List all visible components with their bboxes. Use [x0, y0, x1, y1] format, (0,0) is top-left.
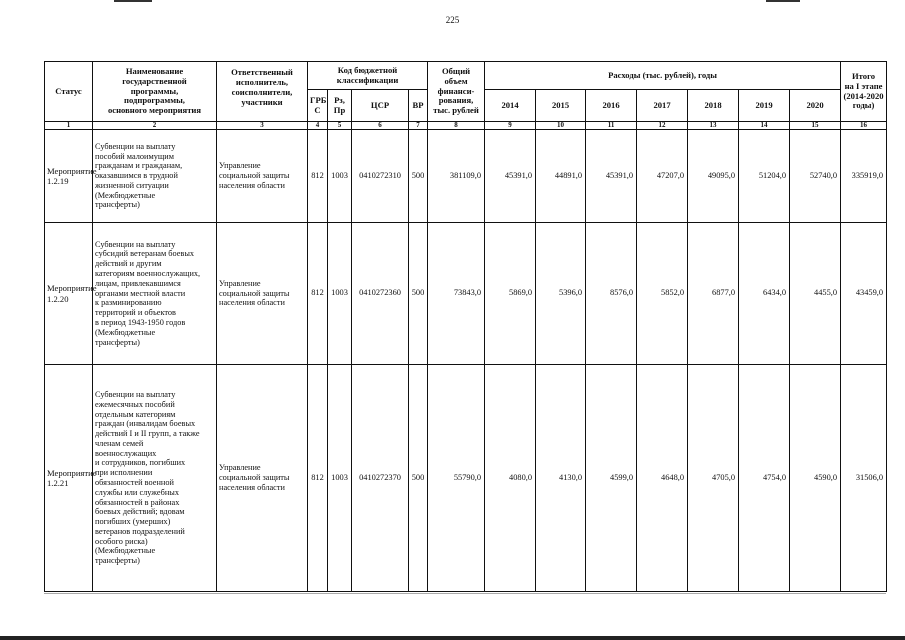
page-number: 225: [445, 15, 460, 25]
scan-bottom-edge: [0, 636, 905, 640]
header-executor: Ответственный исполнитель, соисполнители, участники: [217, 62, 308, 122]
table-bottom-line: [44, 593, 886, 594]
row-year-value: 44891,0: [536, 130, 586, 223]
row-itogo: 43459,0: [841, 223, 887, 365]
header-status: Статус: [45, 62, 93, 122]
row-year-value: 4754,0: [739, 365, 790, 592]
header-vr: ВР: [409, 90, 428, 122]
row-status: Мероприятие 1.2.21: [45, 365, 93, 592]
row-year-value: 52740,0: [790, 130, 841, 223]
column-number: 11: [586, 122, 637, 130]
row-year-value: 45391,0: [485, 130, 536, 223]
row-year-value: 4590,0: [790, 365, 841, 592]
row-executor: Управление социальной защиты населения области: [217, 223, 308, 365]
row-name: Субвенции на выплату пособий малоимущим гражданам и гражданам, оказавшимся в трудной жизненной ситуации (Межбюджетные трансферты): [93, 130, 217, 223]
row-year-value: 8576,0: [586, 223, 637, 365]
column-number: 16: [841, 122, 887, 130]
row-year-value: 4130,0: [536, 365, 586, 592]
column-number-row: [45, 122, 887, 130]
row-vr: 500: [409, 223, 428, 365]
row-year-value: 5869,0: [485, 223, 536, 365]
header-year: 2015: [536, 90, 586, 122]
top-rule-right: [766, 0, 800, 2]
header-year: 2017: [637, 90, 688, 122]
row-vr: 500: [409, 130, 428, 223]
row-year-value: 4455,0: [790, 223, 841, 365]
header-expenses: Расходы (тыс. рублей), годы: [485, 62, 841, 90]
column-number: 15: [790, 122, 841, 130]
row-executor: Управление социальной защиты населения области: [217, 365, 308, 592]
row-year-value: 4648,0: [637, 365, 688, 592]
column-number: 9: [485, 122, 536, 130]
header-itogo: Итого на I этапе (2014-2020 годы): [841, 62, 887, 122]
column-number: 13: [688, 122, 739, 130]
row-rzpr: 1003: [328, 365, 352, 592]
row-itogo: 31506,0: [841, 365, 887, 592]
table-row: [45, 223, 887, 365]
row-status: Мероприятие 1.2.20: [45, 223, 93, 365]
column-number: 12: [637, 122, 688, 130]
row-csr: 0410272370: [352, 365, 409, 592]
row-year-value: 4080,0: [485, 365, 536, 592]
header-budget-code: Код бюджетной классификации: [308, 62, 428, 90]
row-year-value: 4599,0: [586, 365, 637, 592]
column-number: 5: [328, 122, 352, 130]
row-vr: 500: [409, 365, 428, 592]
row-total: 55790,0: [428, 365, 485, 592]
row-year-value: 51204,0: [739, 130, 790, 223]
header-name: Наименование государственной программы, подпрограммы, основного мероприятия: [93, 62, 217, 122]
table-row: [45, 365, 887, 592]
row-year-value: 6434,0: [739, 223, 790, 365]
column-number: 10: [536, 122, 586, 130]
header-csr: ЦСР: [352, 90, 409, 122]
header-rzpr: Рз, Пр: [328, 90, 352, 122]
row-grbs: 812: [308, 223, 328, 365]
row-executor: Управление социальной защиты населения области: [217, 130, 308, 223]
column-number: 4: [308, 122, 328, 130]
row-year-value: 47207,0: [637, 130, 688, 223]
row-total: 381109,0: [428, 130, 485, 223]
column-number: 2: [93, 122, 217, 130]
top-rule-left: [114, 0, 152, 2]
row-csr: 0410272310: [352, 130, 409, 223]
table-row: [45, 130, 887, 223]
row-year-value: 6877,0: [688, 223, 739, 365]
row-year-value: 5852,0: [637, 223, 688, 365]
column-number: 1: [45, 122, 93, 130]
header-year: 2016: [586, 90, 637, 122]
header-year: 2014: [485, 90, 536, 122]
row-rzpr: 1003: [328, 130, 352, 223]
column-number: 14: [739, 122, 790, 130]
header-year: 2019: [739, 90, 790, 122]
row-csr: 0410272360: [352, 223, 409, 365]
column-number: 3: [217, 122, 308, 130]
row-year-value: 45391,0: [586, 130, 637, 223]
row-rzpr: 1003: [328, 223, 352, 365]
header-year: 2018: [688, 90, 739, 122]
row-grbs: 812: [308, 365, 328, 592]
header-year: 2020: [790, 90, 841, 122]
column-number: 6: [352, 122, 409, 130]
column-number: 8: [428, 122, 485, 130]
header-total: Общий объем финанси- рования, тыс. рублей: [428, 62, 485, 122]
row-grbs: 812: [308, 130, 328, 223]
budget-table: [44, 61, 887, 592]
row-year-value: 5396,0: [536, 223, 586, 365]
row-itogo: 335919,0: [841, 130, 887, 223]
row-total: 73843,0: [428, 223, 485, 365]
header-grbs: ГРБ С: [308, 90, 328, 122]
row-status: Мероприятие 1.2.19: [45, 130, 93, 223]
row-name: Субвенции на выплату субсидий ветеранам боевых действий и другим категориям военнослужащих, лицам, привлекавшимся органами местной власти к разминированию территорий и объектов в период 1943-1950 годов (Межбюджетные трансферты): [93, 223, 217, 365]
row-year-value: 4705,0: [688, 365, 739, 592]
row-name: Субвенции на выплату ежемесячных пособий отдельным категориям граждан (инвалидам боевых действий I и II групп, а также членам семей военнослужащих и сотрудников, погибших при исполнении обязанностей военной службы или служебных обязанностей в районах боевых действий; вдовам погибших (умерших) ветеранов подразделений особого риска) (Межбюджетные трансферты): [93, 365, 217, 592]
row-year-value: 49095,0: [688, 130, 739, 223]
column-number: 7: [409, 122, 428, 130]
